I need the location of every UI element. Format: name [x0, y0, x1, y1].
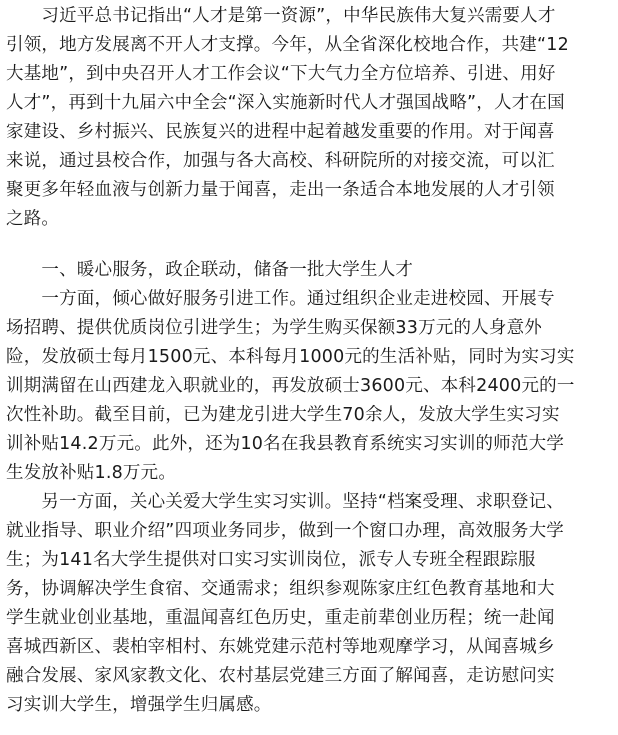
text-line: 之路。	[6, 209, 60, 229]
paragraph-intro	[6, 0, 612, 234]
text-line: 人才”，再到十九届六中全会“深入实施新时代人才强国战略”，人才在国	[6, 93, 565, 113]
text-line: 场招聘、提供优质岗位引进学生；为学生购买保额33万元的人身意外	[6, 318, 542, 338]
text-line: 次性补助。截至目前，已为建龙引进大学生70余人，发放大学生实习实	[6, 405, 560, 425]
text-line: 大基地”，到中央召开人才工作会议“下大气力全方位培养、引进、用好	[6, 64, 556, 84]
text-line: 一方面，倾心做好服务引进工作。通过组织企业走进校园、开展专	[6, 289, 555, 309]
text-line: 另一方面，关心关爱大学生实习实训。坚持“档案受理、求职登记、	[6, 492, 564, 512]
section-heading	[6, 256, 612, 285]
text-line: 喜城西新区、裴柏宰相村、东姚党建示范村等地观摩学习，从闻喜城乡	[6, 637, 555, 657]
text-line: 生发放补贴1.8万元。	[6, 463, 177, 483]
text-line: 学生就业创业基地，重温闻喜红色历史，重走前辈创业历程；统一赴闻	[6, 608, 555, 628]
text-line: 聚更多年轻血液与创新力量于闻喜，走出一条适合本地发展的人才引领	[6, 180, 555, 200]
text-line: 来说，通过县校合作，加强与各大高校、科研院所的对接交流，可以汇	[6, 151, 555, 171]
paragraph-spacer	[6, 234, 612, 256]
text-line: 家建设、乡村振兴、民族复兴的进程中起着越发重要的作用。对于闻喜	[6, 122, 555, 142]
paragraph-recruitment	[6, 285, 612, 488]
text-line: 务，协调解决学生食宿、交通需求；组织参观陈家庄红色教育基地和大	[6, 579, 555, 599]
text-line: 习近平总书记指出“人才是第一资源”，中华民族伟大复兴需要人才	[6, 6, 556, 26]
text-line: 训期满留在山西建龙入职就业的，再发放硕士3600元、本科2400元的一	[6, 376, 575, 396]
text-line: 生；为141名大学生提供对口实习实训岗位，派专人专班全程跟踪服	[6, 550, 536, 570]
paragraph-internship	[6, 488, 612, 720]
text-line: 融合发展、家风家教文化、农村基层党建三方面了解闻喜，走访慰问实	[6, 666, 555, 686]
text-line: 一、暖心服务，政企联动，储备一批大学生人才	[6, 260, 414, 280]
text-line: 险，发放硕士每月1500元、本科每月1000元的生活补贴，同时为实习实	[6, 347, 575, 367]
text-line: 引领，地方发展离不开人才支撑。今年，从全省深化校地合作，共建“12	[6, 35, 569, 55]
text-line: 就业指导、职业介绍”四项业务同步，做到一个窗口办理，高效服务大学	[6, 521, 564, 541]
text-line: 习实训大学生，增强学生归属感。	[6, 695, 272, 715]
text-line: 训补贴14.2万元。此外，还为10名在我县教育系统实习实训的师范大学	[6, 434, 565, 454]
